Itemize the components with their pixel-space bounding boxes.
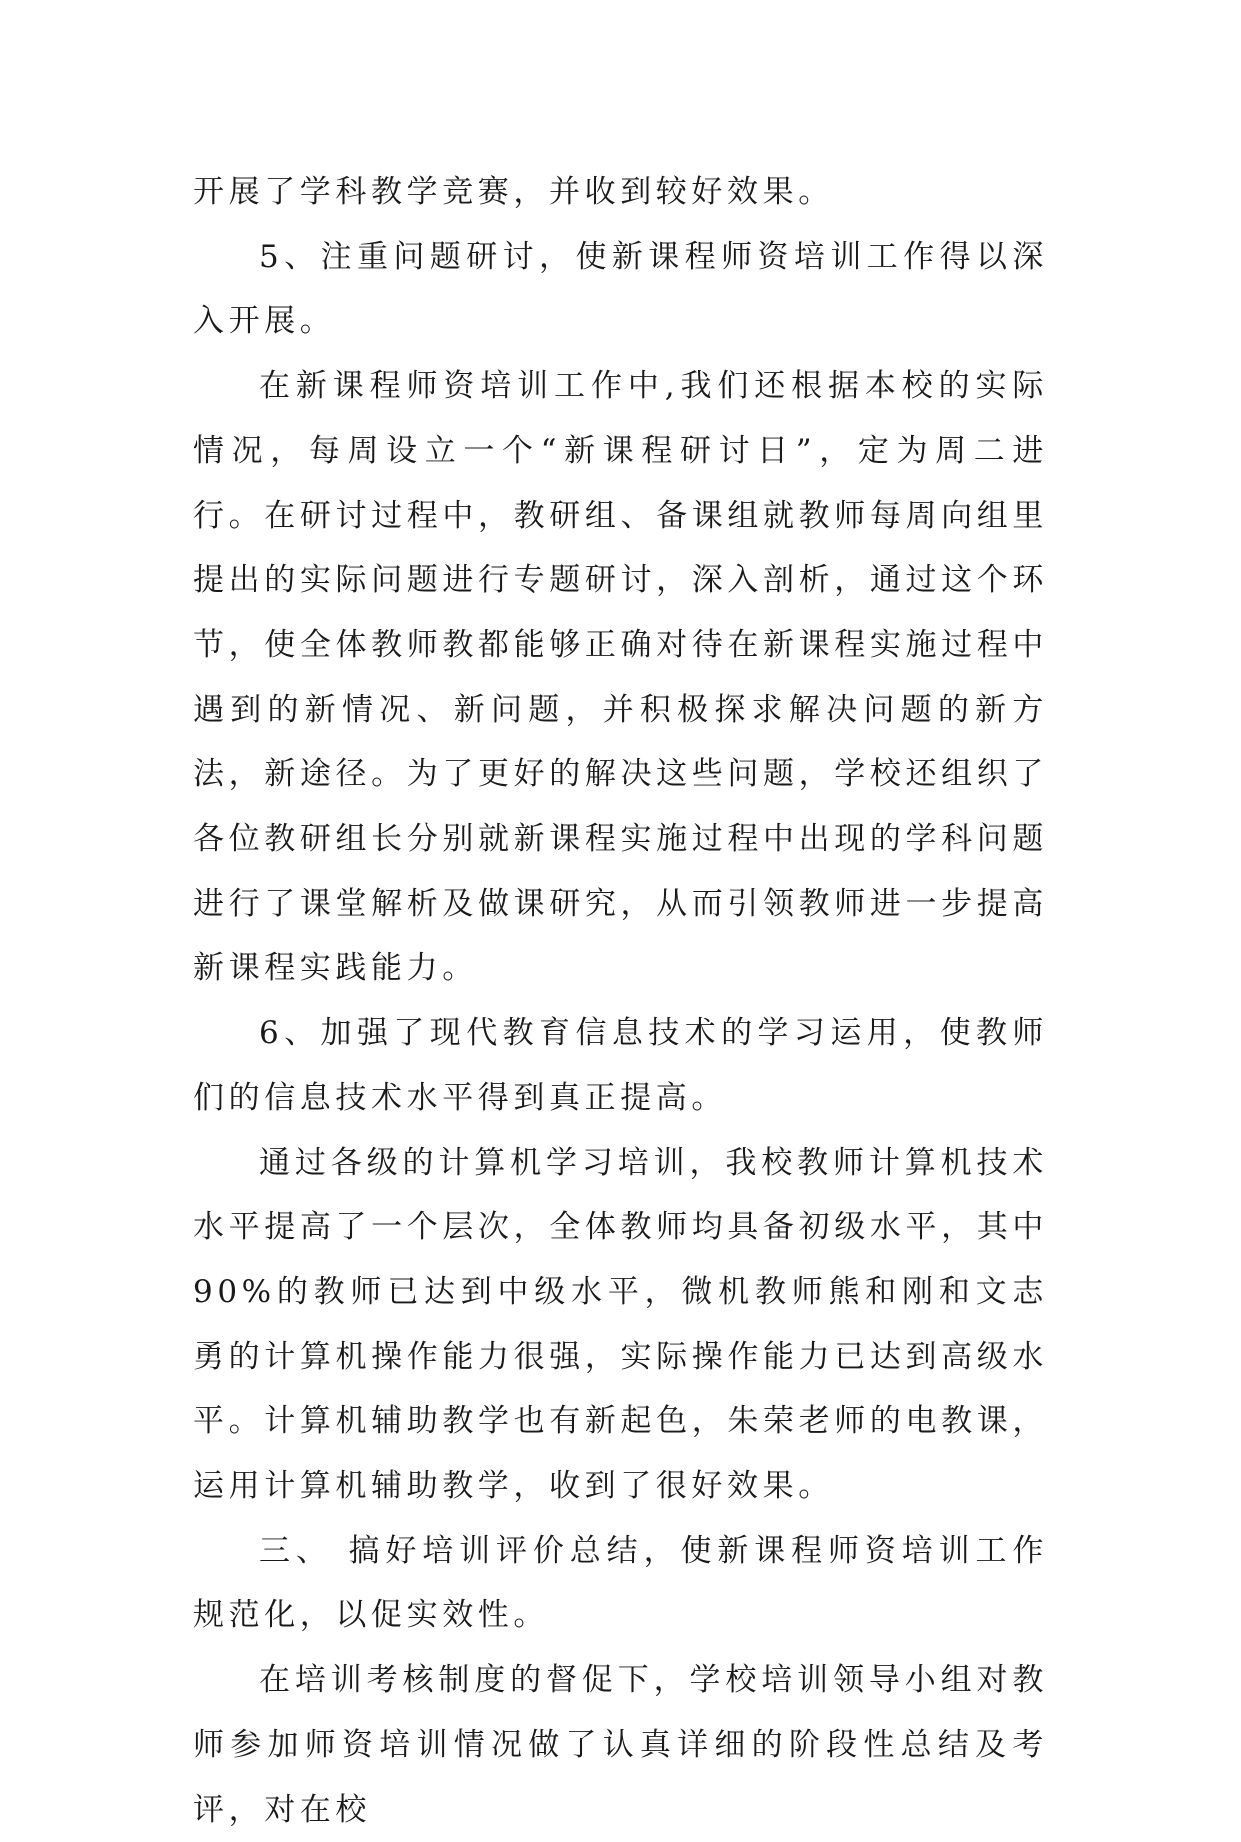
paragraph-computer-training: 通过各级的计算机学习培训，我校教师计算机技术水平提高了一个层次，全体教师均具备初级水平，其中90%的教师已达到中级水平，微机教师熊和刚和文志勇的计算机操作能力很强，实际操作能力已达到高级水平。计算机辅助教学也有新起色，朱荣老师的电教课，运用计算机辅助教学，收到了很好效果。 [193, 1144, 1048, 1505]
heading-item-5: 5、注重问题研讨，使新课程师资培训工作得以深入开展。 [193, 238, 1048, 340]
heading-item-6: 6、加强了现代教育信息技术的学习运用，使教师们的信息技术水平得到真正提高。 [193, 1015, 1048, 1116]
heading-section-3: 三、 搞好培训评价总结，使新课程师资培训工作规范化，以促实效性。 [193, 1532, 1048, 1634]
document-body [193, 160, 1048, 1842]
paragraph-continuation: 开展了学科教学竞赛，并收到较好效果。 [193, 174, 834, 210]
paragraph-assessment: 在培训考核制度的督促下，学校培训领导小组对教师参加师资培训情况做了认真详细的阶段性总结及考评，对在校 [193, 1662, 1048, 1828]
paragraph-seminar-day: 在新课程师资培训工作中,我们还根据本校的实际情况，每周设立一个“新课程研讨日”，定为周二进行。在研讨过程中，教研组、备课组就教师每周向组里提出的实际问题进行专题研讨，深入剖析，通过这个环节，使全体教师教都能够正确对待在新课程实施过程中遇到的新情况、新问题，并积极探求解决问题的新方法，新途径。为了更好的解决这些问题，学校还组织了各位教研组长分别就新课程实施过程中出现的学科问题进行了课堂解析及做课研究，从而引领教师进一步提高新课程实践能力。 [193, 368, 1048, 987]
